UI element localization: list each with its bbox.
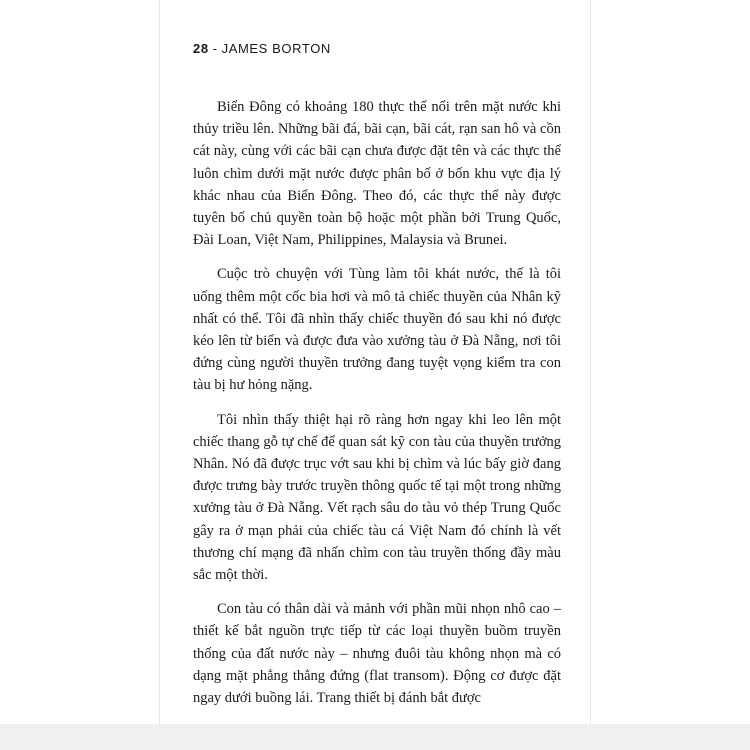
- page-bottom-edge: [0, 724, 750, 750]
- paragraph-4: Con tàu có thân dài và mảnh với phần mũi nhọn nhô cao – thiết kế bắt nguồn trực tiếp từ các loại thuyền buồm truyền thống của đất nước này – nhưng đuôi tàu không nhọn mà có dạng mặt phẳng thẳng đứng (flat transom). Động cơ được đặt ngay dưới buồng lái. Trang thiết bị đánh bắt được: [193, 601, 561, 707]
- paragraph-3: Tôi nhìn thấy thiệt hại rõ ràng hơn ngay khi leo lên một chiếc thang gỗ tự chế để quan sát kỹ con tàu của thuyền trưởng Nhân. Nó đã được trục vớt sau khi bị chìm và lúc bấy giờ đang được trưng bày trước truyền thông quốc tế tại một trong những xưởng tàu ở Đà Nẵng. Vết rạch sâu do tàu vỏ thép Trung Quốc gây ra ở mạn phải của chiếc tàu cá Việt Nam đó chính là vết thương chí mạng đã nhấn chìm con tàu truyền thống đầy màu sắc một thời.: [193, 411, 561, 584]
- running-header: [193, 41, 331, 56]
- book-page: [160, 0, 590, 724]
- body-text: [193, 96, 561, 721]
- paragraph-2: Cuộc trò chuyện với Tùng làm tôi khát nước, thế là tôi uống thêm một cốc bia hơi và mô tả chiếc thuyền của Nhân kỹ nhất có thể. Tôi đã nhìn thấy chiếc thuyền đó sau khi nó được kéo lên từ biển và được đưa vào xưởng tàu ở Đà Nẵng, nơi tôi đứng cùng người thuyền trưởng đang tuyệt vọng kiểm tra con tàu bị hư hỏng nặng.: [193, 266, 561, 394]
- paragraph-1: Biển Đông có khoảng 180 thực thể nổi trên mặt nước khi thủy triều lên. Những bãi đá, bãi cạn, bãi cát, rạn san hô và cồn cát này, cùng với các bãi cạn chưa được đặt tên và các thực thể luôn chìm dưới mặt nước được phân bố ở bốn khu vực địa lý khác nhau của Biển Đông. Theo đó, các thực thể này được tuyên bố chủ quyền toàn bộ hoặc một phần bởi Trung Quốc, Đài Loan, Việt Nam, Philippines, Malaysia và Brunei.: [193, 99, 561, 249]
- author-name: JAMES BORTON: [221, 41, 331, 56]
- header-separator: -: [212, 41, 218, 56]
- page-number: 28: [193, 41, 209, 56]
